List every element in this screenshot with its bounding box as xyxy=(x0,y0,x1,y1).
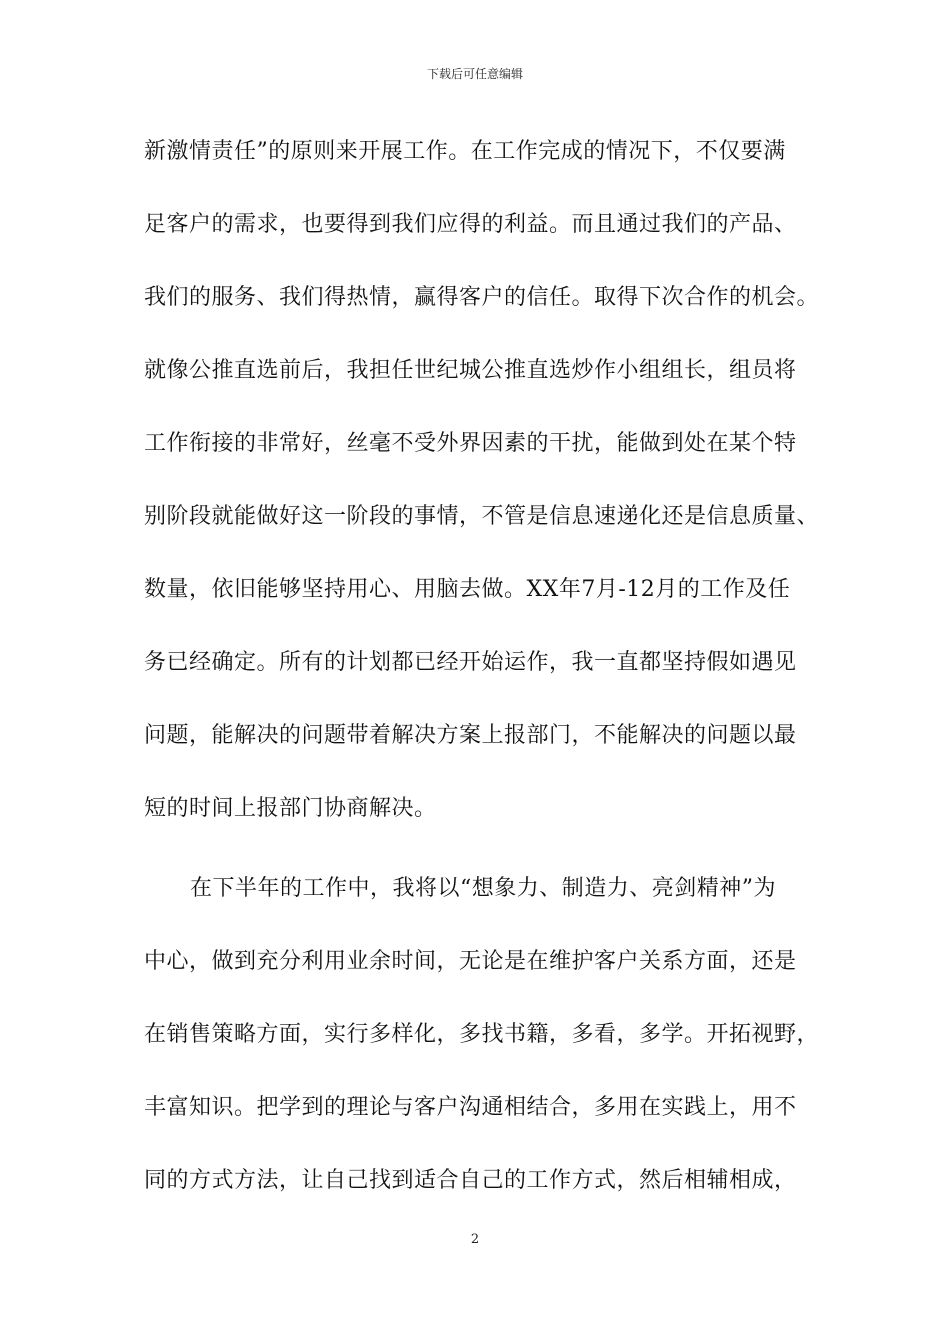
text-line: 工作衔接的非常好，丝毫不受外界因素的干扰，能做到处在某个特 xyxy=(144,431,797,456)
text-line: 中心，做到充分利用业余时间，无论是在维护客户关系方面，还是 xyxy=(144,949,797,974)
text-line: 务已经确定。所有的计划都已经开始运作，我一直都坚持假如遇见 xyxy=(144,650,797,675)
text-line: 我们的服务、我们得热情，赢得客户的信任。取得下次合作的机会。 xyxy=(144,285,820,310)
text-line: 数量，依旧能够坚持用心、用脑去做。XX年7月-12月的工作及任 xyxy=(144,577,791,602)
text-line: 就像公推直选前后，我担任世纪城公推直选炒作小组组长，组员将 xyxy=(144,358,797,383)
text-line: 短的时间上报部门协商解决。 xyxy=(144,796,437,821)
text-line: 丰富知识。把学到的理论与客户沟通相结合，多用在实践上，用不 xyxy=(144,1095,797,1120)
page-number: 2 xyxy=(470,1232,480,1247)
paragraph-spacer xyxy=(144,860,844,867)
text-line: 问题，能解决的问题带着解决方案上报部门，不能解决的问题以最 xyxy=(144,723,797,748)
body-text xyxy=(144,130,844,1232)
text-line: 同的方式方法，让自己找到适合自己的工作方式，然后相辅相成， xyxy=(144,1168,797,1193)
text-line: 新激情责任”的原则来开展工作。在工作完成的情况下，不仅要满 xyxy=(144,139,786,164)
text-line: 别阶段就能做好这一阶段的事情，不管是信息速递化还是信息质量、 xyxy=(144,504,820,529)
paragraph-first-line: 在下半年的工作中，我将以“想象力、制造力、亮剑精神”为 xyxy=(190,876,776,901)
text-line: 足客户的需求，也要得到我们应得的利益。而且通过我们的产品、 xyxy=(144,212,797,237)
page-header: 下载后可任意编辑 xyxy=(426,67,523,81)
text-line: 在销售策略方面，实行多样化，多找书籍，多看，多学。开拓视野， xyxy=(144,1022,820,1047)
